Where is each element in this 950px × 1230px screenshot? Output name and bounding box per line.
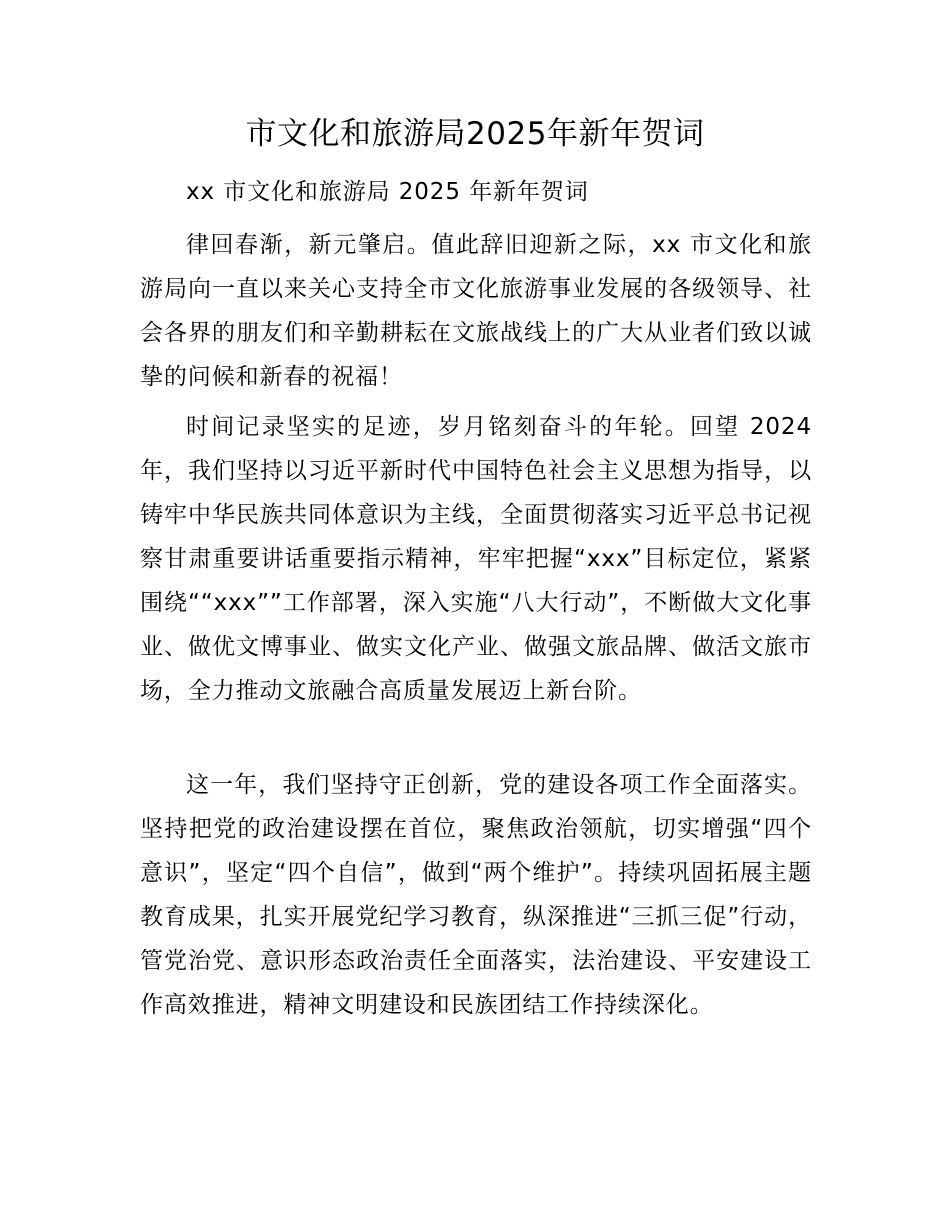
paragraph-greeting: 律回春渐，新元肇启。值此辞旧迎新之际，xx 市文化和旅游局向一直以来关心支持全市文化旅游事业发展的各级领导、社会各界的朋友们和辛勤耕耘在文旅战线上的广大从业者们致以诚挚的问候和新春的祝福！ (140, 232, 812, 390)
document-subtitle: xx 市文化和旅游局 2025 年新年贺词 (186, 179, 589, 205)
paragraph-party-building: 这一年，我们坚持守正创新，党的建设各项工作全面落实。坚持把党的政治建设摆在首位，聚焦政治领航，切实增强“四个意识”，坚定“四个自信”，做到“两个维护”。持续巩固拓展主题教育成果，扎实开展党纪学习教育，纵深推进“三抓三促”行动，管党治党、意识形态政治责任全面落实，法治建设、平安建设工作高效推进，精神文明建设和民族团结工作持续深化。 (140, 772, 812, 1018)
paragraph-review-2024: 时间记录坚实的足迹，岁月铭刻奋斗的年轮。回望 2024 年，我们坚持以习近平新时代中国特色社会主义思想为指导，以铸牢中华民族共同体意识为主线，全面贯彻落实习近平总书记视察甘肃重要讲话重要指示精神，牢牢把握“xxx”目标定位，紧紧围绕““xxx””工作部署，深入实施“八大行动”，不断做大文化事业、做优文博事业、做实文化产业、做强文旅品牌、做活文旅市场，全力推动文旅融合高质量发展迈上新台阶。 (140, 414, 812, 704)
document-title: 市文化和旅游局2025年新年贺词 (245, 116, 705, 152)
